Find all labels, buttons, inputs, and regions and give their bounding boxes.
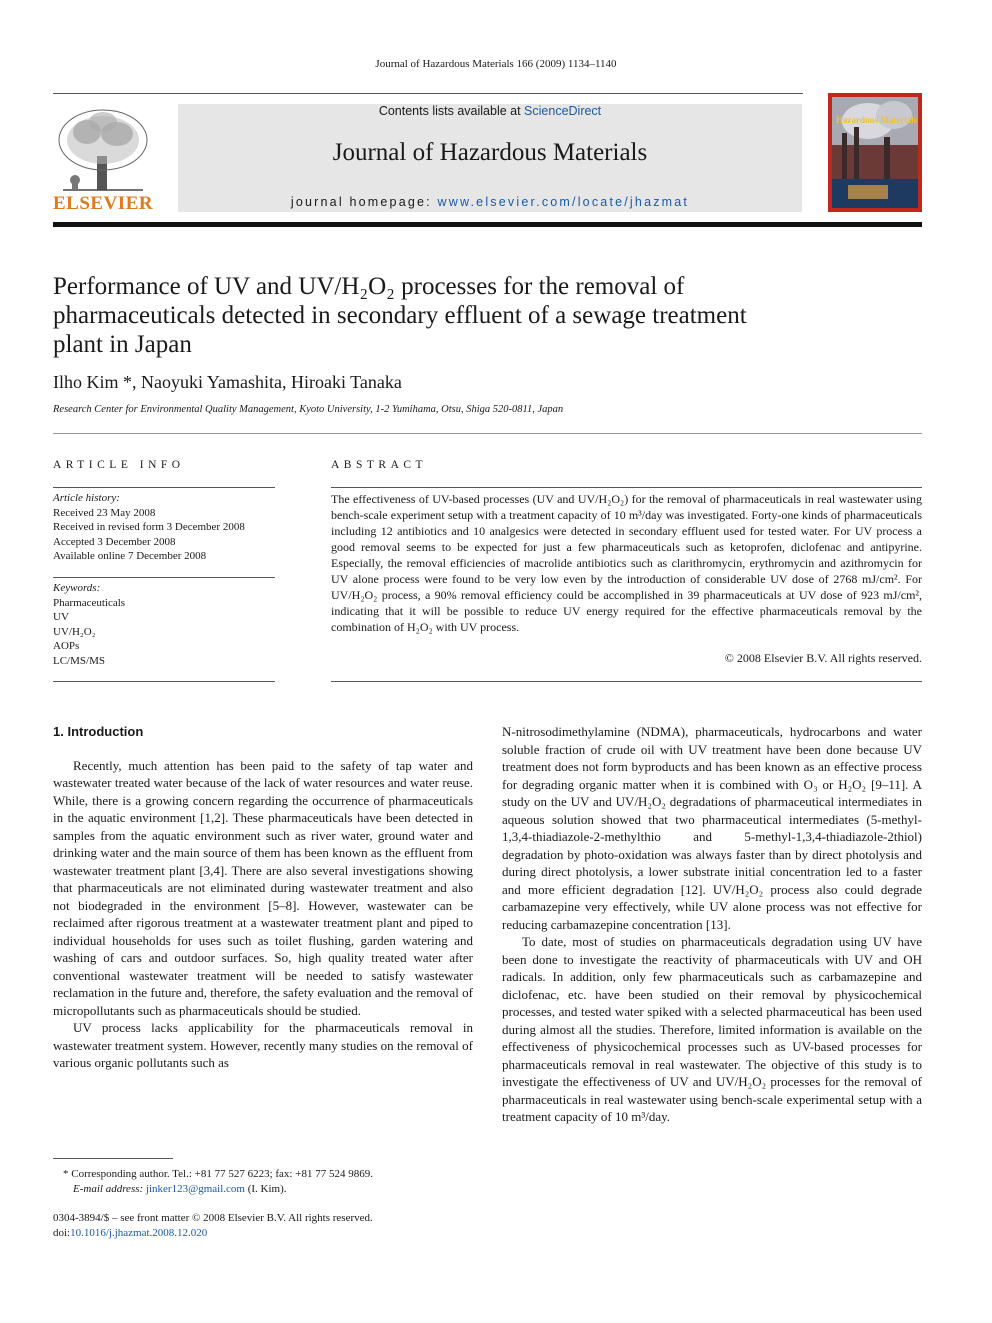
running-head: Journal of Hazardous Materials 166 (2009) 1134–1140 [375,58,617,70]
email-suffix: (I. Kim). [244,1183,287,1195]
header-top-rule [53,93,803,94]
paragraph: To date, most of studies on pharmaceuticals degradation using UV have been done to investigate the reactivity of pharmaceuticals with UV and OH radicals. In addition, only few pharmaceuticals such as carbamazepine and diclofenac, etc. have been studied on their removal by physicochemical processes, and tested water spiked with a selected pharmaceutical has been used during almost all the studies. Therefore, limited information is available on the effectiveness of physicochemical processes such as UV-based processes for pharmaceuticals removal in real wastewater. The objective of this study is to investigate the effectiveness of UV and UV/H₂O₂ processes for the removal of pharmaceuticals in real wastewater using bench-scale experimental setup with a treatment capacity of 10 m³/day. [502,934,922,1124]
article-title: Performance of UV and UV/H₂O₂ processes for the removal of pharmaceuticals detected in secondary effluent of a sewage treatment plant in Japan [53,273,747,358]
left-column [53,723,473,1072]
keywords [53,581,275,668]
article-info-rule-3 [53,681,275,682]
email-line [53,1182,473,1197]
keyword: LC/MS/MS [53,654,105,667]
right-column [502,723,922,1126]
article-info-rule-2 [53,577,275,578]
abstract-rule-bottom [331,681,922,682]
issn-line: 0304-3894/$ – see front matter © 2008 Elsevier B.V. All rights reserved. [53,1212,373,1224]
paragraph: Recently, much attention has been paid to the safety of tap water and wastewater treated water because of the lack of water resources and water reuse. While, there is a growing concern regarding the occurrence of pharmaceuticals in the aquatic environment [1,2]. These pharmaceuticals have been detected in samples from the aquatic environment such as river water, ground water and drinking water and the main source of them has been known as the effluent from wastewater treatment plant [3,4]. There are also several investigations showing that pharmaceuticals are not eliminated during wastewater treatment and also not biodegraded in the environment [5–8]. However, wastewater can be reclaimed after rigorous treatment at a wastewater treatment plant and piped to individual households for uses such as toilet flushing, garden watering and washing of cars and outdoor surfaces. So, high quality treated water after conventional wastewater treatment will be needed to satisfy wastewater reclamation in the future and, therefore, the safety evaluation and the removal of micropollutants such as pharmaceuticals should be studied. [53,757,473,1018]
sciencedirect-link[interactable]: ScienceDirect [524,104,602,118]
article-info-heading: ARTICLE INFO [53,459,185,471]
contents-prefix: Contents lists available at [378,104,525,118]
email-label: E-mail address: [73,1183,146,1195]
title-divider [53,433,922,434]
abstract-heading: ABSTRACT [331,459,428,471]
homepage-prefix: journal homepage: [290,195,438,209]
doi-link[interactable]: 10.1016/j.jhazmat.2008.12.020 [70,1227,208,1239]
keyword: UV [53,611,69,623]
affiliation: Research Center for Environmental Quality Management, Kyoto University, 1-2 Yumihama, Otsu, Shiga 520-0811, Japan [53,404,564,415]
history-item: Received 23 May 2008 [53,506,156,519]
issn-block [53,1211,473,1241]
section-heading: 1. Introduction [53,724,144,739]
journal-homepage [178,195,802,209]
email-link[interactable]: jinker123@gmail.com [145,1183,245,1195]
paragraph: N-nitrosodimethylamine (NDMA), pharmaceuticals, hydrocarbons and water soluble fraction of crude oil with UV treatment have been done because UV treatment does not form byproducts and has been known as an effective process for degrading organic matter when it is combined with O₃ or H₂O₂ [9–11]. A study on the UV and UV/H₂O₂ degradations of pharmaceutical intermediates in aqueous solution showed that two pharmaceutical intermediates (5-methyl-1,3,4-thiadiazole-2-methylthio and 5-methyl-1,3,4-thiadiazole-2thiol) degradation by photo-oxidation was always faster than by direct photolysis and during direct photolysis, a lower substrate initial concentration led to a faster and more efficient degradation [12]. UV/H₂O₂ process also could degrade carbamazepine very effectively, while UV alone process was not effective for reducing carbamazepine concentration [13]. [502,724,922,932]
history-item: Accepted 3 December 2008 [53,535,176,548]
header-thick-rule [53,222,922,227]
doi-line [53,1226,473,1241]
doi-label: doi: [53,1227,71,1239]
abstract-rule-top [331,487,922,488]
copyright: © 2008 Elsevier B.V. All rights reserved. [724,651,922,665]
keyword: UV/H₂O₂ [53,625,96,638]
article-history [53,491,275,564]
author-list: Ilho Kim *, Naoyuki Yamashita, Hiroaki Tanaka [53,372,402,392]
footnote-rule [53,1158,173,1159]
keyword: AOPs [53,640,80,652]
history-item: Received in revised form 3 December 2008 [53,521,245,533]
history-item: Available online 7 December 2008 [53,550,207,562]
contents-line [178,104,802,118]
journal-name: Journal of Hazardous Materials [332,139,648,166]
corresponding-author: * Corresponding author. Tel.: +81 77 527 6223; fax: +81 77 524 9869. [63,1168,373,1180]
keyword: Pharmaceuticals [53,596,126,609]
cover-title-text: Hazardous Materials [836,115,918,125]
article-info-rule-1 [53,487,275,488]
homepage-link[interactable]: www.elsevier.com/locate/jhazmat [437,195,690,209]
history-label: Article history: [53,492,120,504]
journal-cover-image [828,93,922,212]
elsevier-wordmark: ELSEVIER [53,193,154,214]
keywords-label: Keywords: [53,582,101,594]
footnote-block [53,1167,473,1197]
paragraph: UV process lacks applicability for the pharmaceuticals removal in wastewater treatment system. However, recently many studies on the removal of various organic pollutants such as [53,1020,473,1070]
abstract-text: The effectiveness of UV-based processes (UV and UV/H₂O₂) for the removal of pharmaceuticals in real wastewater using bench-scale experiment setup with a treatment capacity of 10 m³/day was investigated. Forty-one kinds of pharmaceuticals including 12 antibiotics and 10 analgesics were detected in secondary effluent used for tested water. For UV process a good removal seems to be expected for just a few pharmaceuticals such as ketoprofen, diclofenac and antipyrine. Especially, the removal efficiencies of macrolide antibiotics such as clarithromycin, erythromycin and azithromycin for UV alone process were found to be very low even by the introduction of considerable UV dose of 2768 mJ/cm². For UV/H₂O₂ process, a 90% removal efficiency could be accomplished in 39 pharmaceuticals at UV dose of 923 mJ/cm², indicating that it will be possible to reduce UV energy required for the effective pharmaceuticals removal by the combination of H₂O₂ with UV process. [331,492,922,634]
elsevier-tree-logo [53,104,153,192]
